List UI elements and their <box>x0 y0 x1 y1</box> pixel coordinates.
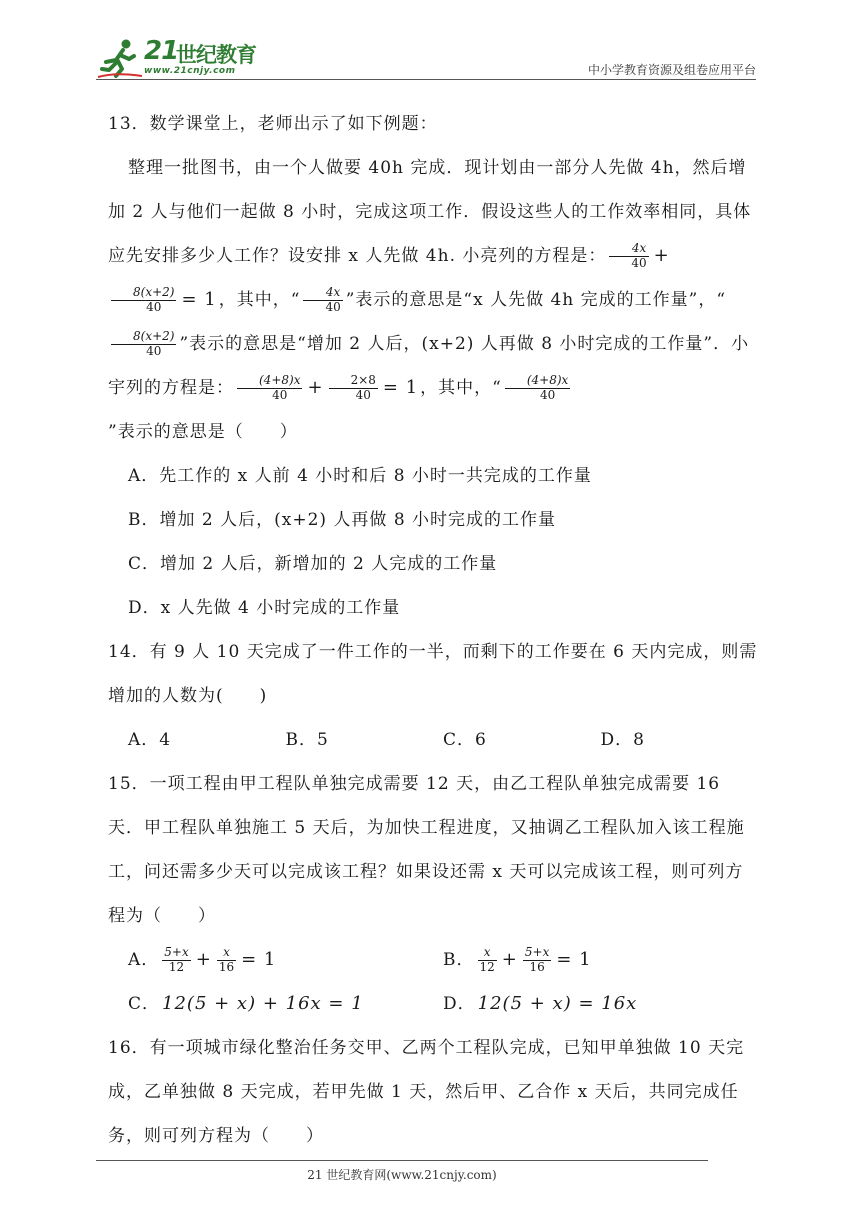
fraction: $\frac{4x}{40}$ <box>609 242 648 271</box>
q13-option-d: D．x 人先做 4 小时完成的工作量 <box>128 598 401 618</box>
fraction: $\frac{(4+8)x}{40}$ <box>237 374 302 403</box>
fraction: $\frac{8(x+2)}{40}$ <box>111 286 176 315</box>
fraction: $\frac{(4+8)x}{40}$ <box>505 374 570 403</box>
q15-option-c: C． 12(5 + x) + 16x = 1 <box>128 993 364 1014</box>
page-header <box>96 36 756 80</box>
q13-option-b: B．增加 2 人后，(x+2) 人再做 8 小时完成的工作量 <box>128 510 557 530</box>
logo-21: 21 <box>144 36 179 66</box>
q15-options-row2 <box>108 982 758 1026</box>
fraction: $\frac{5+x}{12}$ <box>164 945 189 974</box>
q14-option-d: D．8 <box>600 730 645 750</box>
q16-stem: 16．有一项城市绿化整治任务交甲、乙两个工程队完成，已知甲单独做 10 天完成，乙单独做 8 天完成，若甲先做 1 天，然后甲、乙合作 x 天后，共同完成任务，则可列方程为（ ） <box>108 1038 745 1146</box>
q15-stem: 15．一项工程由甲工程队单独完成需要 12 天，由乙工程队单独完成需要 16 天．甲工程队单独施工 5 天后，为加快工程进度，又抽调乙工程队加入该工程施工，问还需多少天可以完成该工程？如果设还需 x 天可以完成该工程，则可列方程为（ ） <box>108 774 745 926</box>
logo-chinese: 世纪教育 <box>176 43 256 67</box>
q14-option-a: A．4 <box>128 730 172 750</box>
site-logo <box>96 36 266 80</box>
header-divider <box>96 79 756 80</box>
q14-option-c: C．6 <box>443 730 487 750</box>
q15-options-row1 <box>108 938 758 982</box>
q13-option-a: A．先工作的 x 人前 4 小时和后 8 小时一共完成的工作量 <box>128 466 592 486</box>
q13-option-c: C．增加 2 人后，新增加的 2 人完成的工作量 <box>128 554 498 574</box>
fraction: $\frac{x}{12}$ <box>479 945 495 974</box>
fraction: $\frac{8(x+2)}{40}$ <box>111 330 176 359</box>
question-content <box>108 102 758 1158</box>
q15-option-b: B． $\frac{x}{12}$ + $\frac{5+x}{16}$ = 1 <box>443 945 592 974</box>
fraction: $\frac{2\times 8}{40}$ <box>329 374 378 403</box>
footer-divider <box>96 1160 708 1161</box>
runner-logo-icon <box>96 36 144 80</box>
q15-option-a: A． $\frac{5+x}{12}$ + $\frac{x}{16}$ = 1 <box>128 945 277 974</box>
q14-options <box>108 718 758 762</box>
logo-url: www.21cnjy.com <box>144 66 236 76</box>
header-platform-text: 中小学教育资源及组卷应用平台 <box>587 63 756 77</box>
q13-body: 整理一批图书，由一个人做要 40h 完成．现计划由一部分人先做 4h，然后增加 2 人与他们一起做 8 小时，完成这项工作．假设这些人的工作效率相同，具体应先安排多少人工作？设安排 x 人先做 4h. 小亮列的方程是： $\frac{4x}{40}$ + $\frac{8(x+2)}{40}$ = 1 ，其中，“ $\frac{4x}{40}$ ”表示的意思是“x 人先做 4h 完成的工作量”，“ $\frac{8(x+2)}{40}$ ”表示的意思是“增加 2 人后，(x+2) 人再做 8 小时完成的工作量”．小宇列的方程是： $\frac{(4+8)x}{40}$ + $\frac{2\times 8}{40}$ = 1 ，其中，“ $\frac{(4+8)x}{40}$ ”表示的意思是（ ） <box>108 158 752 442</box>
q14-stem: 14．有 9 人 10 天完成了一件工作的一半，而剩下的工作要在 6 天内完成，则需增加的人数为( ) <box>108 642 758 706</box>
fraction: $\frac{4x}{40}$ <box>303 286 342 315</box>
q14-option-b: B．5 <box>285 730 329 750</box>
q15-option-d: D． 12(5 + x) = 16x <box>443 993 638 1014</box>
fraction: $\frac{5+x}{16}$ <box>524 945 550 974</box>
page-footer: 21 世纪教育网(www.21cnjy.com) <box>307 1168 497 1182</box>
q13-stem: 13．数学课堂上，老师出示了如下例题： <box>108 114 438 134</box>
fraction: $\frac{x}{16}$ <box>218 945 235 974</box>
